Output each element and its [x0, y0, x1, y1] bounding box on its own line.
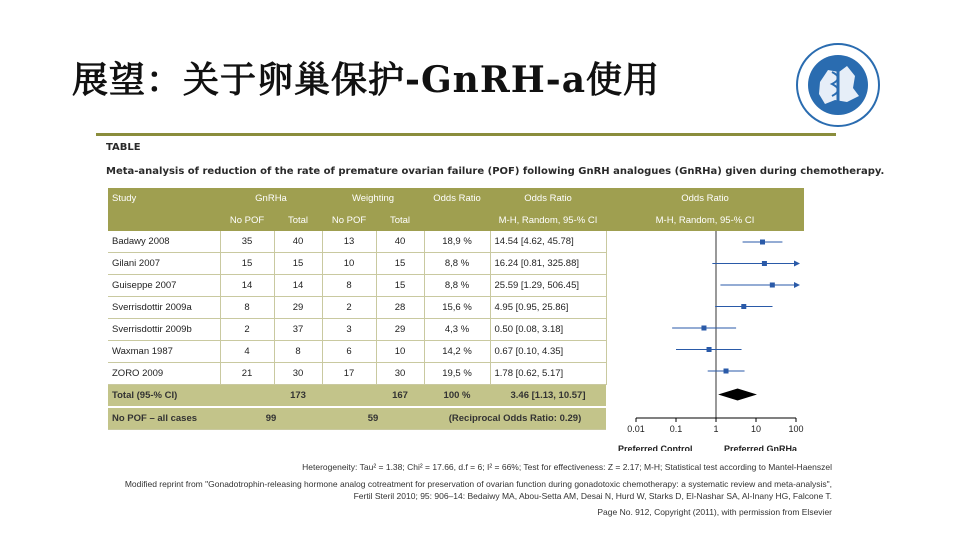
- gnrha-no-pof: 2: [220, 319, 274, 341]
- gnrha-no-pof: 35: [220, 231, 274, 253]
- weight-pct: 19,5 %: [424, 363, 490, 385]
- study-marker: [762, 261, 767, 266]
- gnrha-total: 8: [274, 341, 322, 363]
- weighting-no-pof: 13: [322, 231, 376, 253]
- study-marker: [724, 369, 729, 374]
- header-odds-ratio-ci: Odds Ratio: [490, 188, 606, 209]
- header-gnrha-total: Total: [274, 209, 322, 231]
- study-name: ZORO 2009: [108, 363, 220, 385]
- gnrha-no-pof: 15: [220, 253, 274, 275]
- study-name: Sverrisdottir 2009a: [108, 297, 220, 319]
- pooled-diamond: [718, 389, 757, 401]
- gnrha-no-pof: 21: [220, 363, 274, 385]
- gnrha-total: 30: [274, 363, 322, 385]
- weight-pct: 4,3 %: [424, 319, 490, 341]
- weighting-no-pof: 2: [322, 297, 376, 319]
- study-name: Guiseppe 2007: [108, 275, 220, 297]
- weight-pct: 8,8 %: [424, 275, 490, 297]
- x-tick-label: 100: [788, 424, 804, 434]
- gnrha-no-pof: 4: [220, 341, 274, 363]
- odds-ratio-ci: 0.67 [0.10, 4.35]: [490, 341, 606, 363]
- no-pof-gnrha: 99: [220, 407, 322, 430]
- odds-ratio-ci: 0.50 [0.08, 3.18]: [490, 319, 606, 341]
- study-marker: [741, 304, 746, 309]
- header-method-ci: M-H, Random, 95-% CI: [490, 209, 606, 231]
- weighting-no-pof: 10: [322, 253, 376, 275]
- study-marker: [760, 240, 765, 245]
- odds-ratio-ci: 4.95 [0.95, 25.86]: [490, 297, 606, 319]
- total-odds-ratio: 3.46 [1.13, 10.57]: [490, 385, 606, 408]
- header-method-plot: M-H, Random, 95-% CI: [606, 209, 804, 231]
- weighting-total: 10: [376, 341, 424, 363]
- heterogeneity-note: Heterogeneity: Tau² = 1.38; Chi² = 17.66, d.f = 6; I² = 66%; Test for effectiveness: Z = 2.17; M-H; Statistical test according to Mantel-Haenszel: [302, 462, 832, 472]
- weight-pct: 8,8 %: [424, 253, 490, 275]
- x-tick-label: 0.01: [627, 424, 645, 434]
- forest-plot: [606, 231, 816, 451]
- odds-ratio-ci: 16.24 [0.81, 325.88]: [490, 253, 606, 275]
- study-name: Badawy 2008: [108, 231, 220, 253]
- study-name: Gilani 2007: [108, 253, 220, 275]
- x-tick-label: 0.1: [669, 424, 683, 434]
- preferred-gnrha-label: Preferred GnRHa: [724, 444, 798, 451]
- weighting-no-pof: 6: [322, 341, 376, 363]
- header-gnrha-no-pof: No POF: [220, 209, 274, 231]
- header-weighting-total: Total: [376, 209, 424, 231]
- study-marker: [707, 347, 712, 352]
- total-label: Total (95-% CI): [108, 385, 220, 408]
- modified-reprint-line2: Fertil Steril 2010; 95: 906–14: Bedaiwy MA, Abou-Setta AM, Desai N, Hurd W, Starks D, El-Nashar SA, Al-Inany HG, Falcone T.: [353, 491, 832, 501]
- figure-caption: Meta-analysis of reduction of the rate of premature ovarian failure (POF) following GnRH analogues (GnRHa) given during chemotherapy.: [106, 166, 885, 177]
- gnrha-total: 15: [274, 253, 322, 275]
- header-gnrha: GnRHa: [220, 188, 322, 209]
- preferred-control-label: Preferred Control: [618, 444, 693, 451]
- figure-label: TABLE: [106, 142, 141, 153]
- modified-reprint-line1: Modified reprint from "Gonadotrophin-releasing hormone analog cotreatment for preservation of ovarian function during gonadotoxic chemotherapy: a systematic review and meta-analysis",: [124, 479, 832, 489]
- meta-analysis-figure: [96, 133, 885, 520]
- total-weighting: 167: [376, 385, 424, 408]
- header-odds-ratio: Odds Ratio: [424, 188, 490, 209]
- odds-ratio-ci: 14.54 [4.62, 45.78]: [490, 231, 606, 253]
- header-study: Study: [108, 188, 220, 209]
- x-tick-label: 1: [713, 424, 719, 434]
- odds-ratio-ci: 25.59 [1.29, 506.45]: [490, 275, 606, 297]
- ci-arrow: [794, 261, 800, 267]
- weighting-total: 15: [376, 275, 424, 297]
- total-gnrha: 173: [274, 385, 322, 408]
- weighting-total: 30: [376, 363, 424, 385]
- gnrha-total: 40: [274, 231, 322, 253]
- weight-pct: 15,6 %: [424, 297, 490, 319]
- weighting-no-pof: 8: [322, 275, 376, 297]
- slide-title: 展望：关于卵巢保护-GnRH-a使用: [72, 59, 661, 101]
- weighting-total: 15: [376, 253, 424, 275]
- permission-note: Page No. 912, Copyright (2011), with permission from Elsevier: [597, 507, 832, 517]
- study-name: Waxman 1987: [108, 341, 220, 363]
- total-weight-pct: 100 %: [424, 385, 490, 408]
- gnrha-no-pof: 8: [220, 297, 274, 319]
- weighting-total: 40: [376, 231, 424, 253]
- study-marker: [701, 326, 706, 331]
- weight-pct: 18,9 %: [424, 231, 490, 253]
- gnrha-total: 29: [274, 297, 322, 319]
- weighting-no-pof: 3: [322, 319, 376, 341]
- no-pof-label: No POF – all cases: [108, 407, 220, 430]
- header-odds-ratio-plot: Odds Ratio: [606, 188, 804, 209]
- study-marker: [770, 283, 775, 288]
- weight-pct: 14,2 %: [424, 341, 490, 363]
- society-logo: [795, 42, 881, 128]
- header-weighting: Weighting: [322, 188, 424, 209]
- odds-ratio-ci: 1.78 [0.62, 5.17]: [490, 363, 606, 385]
- x-tick-label: 10: [750, 424, 762, 434]
- weighting-no-pof: 17: [322, 363, 376, 385]
- header-weighting-no-pof: No POF: [322, 209, 376, 231]
- study-name: Sverrisdottir 2009b: [108, 319, 220, 341]
- weighting-total: 29: [376, 319, 424, 341]
- reciprocal-odds-ratio: (Reciprocal Odds Ratio: 0.29): [424, 407, 606, 430]
- ci-arrow: [794, 282, 800, 288]
- gnrha-total: 37: [274, 319, 322, 341]
- gnrha-total: 14: [274, 275, 322, 297]
- weighting-total: 28: [376, 297, 424, 319]
- gnrha-no-pof: 14: [220, 275, 274, 297]
- no-pof-weighting: 59: [322, 407, 424, 430]
